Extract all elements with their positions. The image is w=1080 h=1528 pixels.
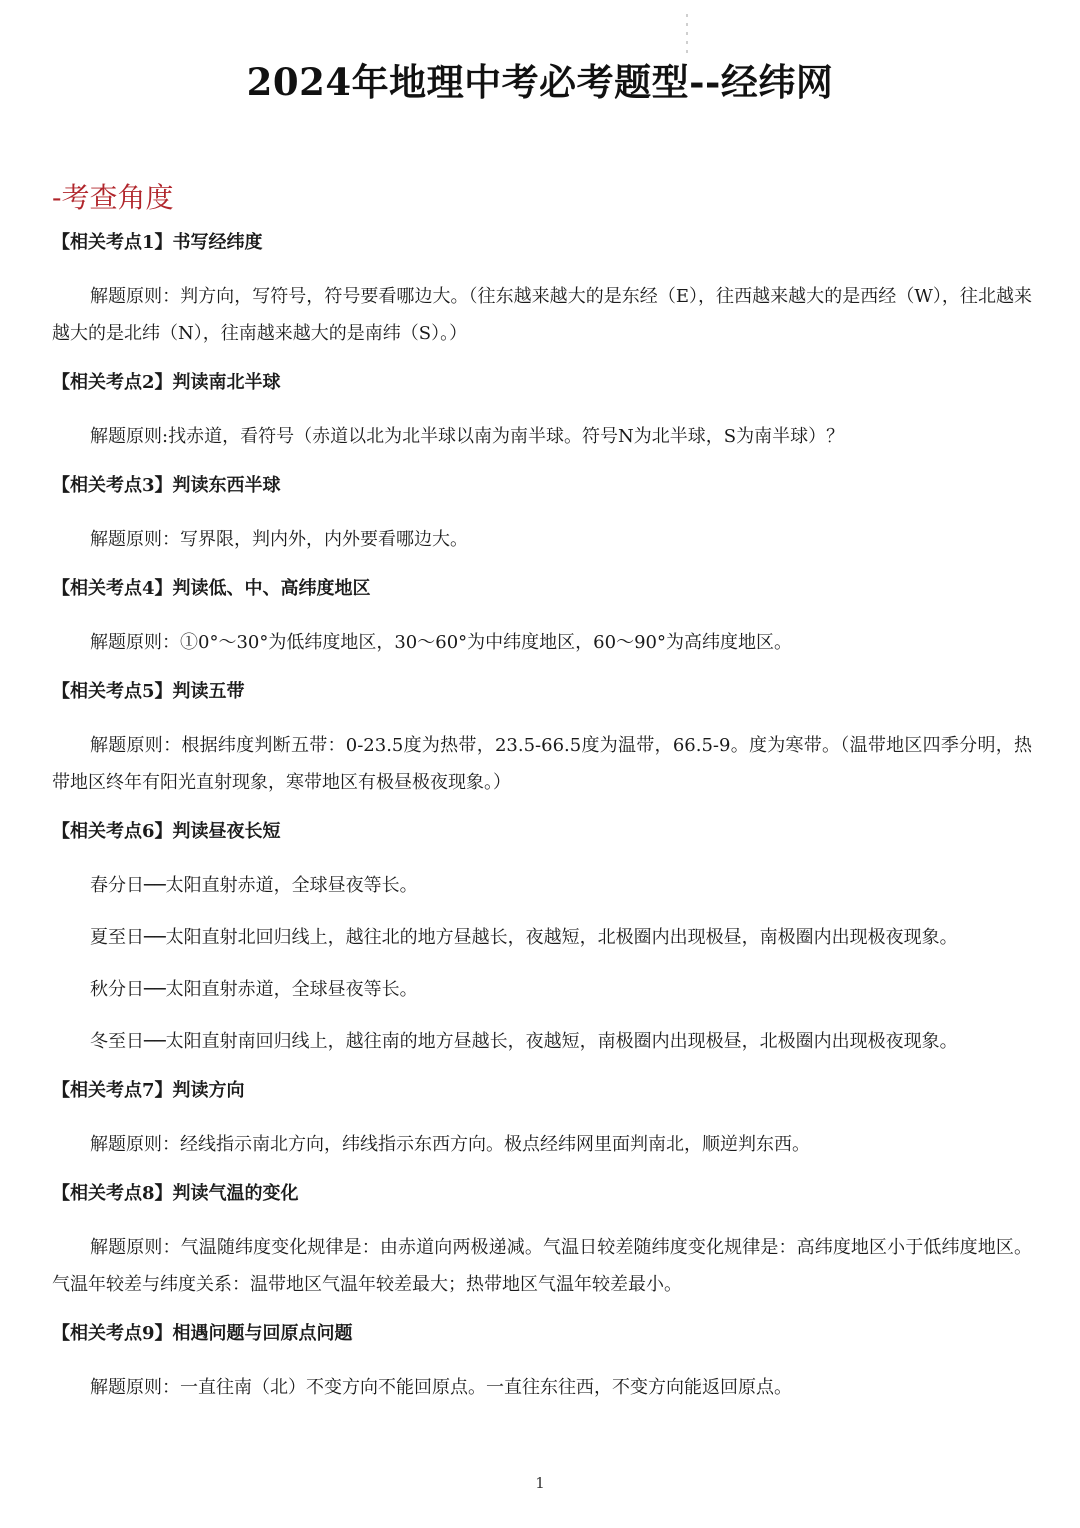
point-3 <box>52 470 1032 558</box>
point-2 <box>52 367 1032 455</box>
point-7 <box>52 1075 1032 1163</box>
point-heading: 【相关考点6】判读昼夜长短 <box>52 821 281 842</box>
point-4 <box>52 573 1032 661</box>
paragraph: 解题原则:找赤道，看符号（赤道以北为北半球以南为南半球。符号N为北半球，S为南半球）？ <box>90 426 845 447</box>
scan-mark <box>686 14 688 54</box>
point-heading: 【相关考点3】判读东西半球 <box>52 475 281 496</box>
section-heading: -考查角度 <box>52 181 174 214</box>
point-6 <box>52 816 1032 1060</box>
point-heading: 【相关考点1】书写经纬度 <box>52 232 263 253</box>
paragraph: 夏至日──太阳直射北回归线上，越往北的地方昼越长，夜越短，北极圈内出现极昼，南极圈内出现极夜现象。 <box>90 927 958 948</box>
page-number: 1 <box>535 1474 545 1492</box>
paragraph: 解题原则：判方向，写符号，符号要看哪边大。（往东越来越大的是东经（E），往西越来越大的是西经（W），往北越来越大的是北纬（N），往南越来越大的是南纬（S）。） <box>52 286 1032 344</box>
point-heading: 【相关考点8】判读气温的变化 <box>52 1183 299 1204</box>
document-title: 2024年地理中考必考题型--经纬网 <box>246 60 834 104</box>
point-heading: 【相关考点9】相遇问题与回原点问题 <box>52 1323 353 1344</box>
paragraph: 冬至日──太阳直射南回归线上，越往南的地方昼越长，夜越短，南极圈内出现极昼，北极圈内出现极夜现象。 <box>90 1031 958 1052</box>
point-1 <box>52 227 1032 352</box>
paragraph: 解题原则：气温随纬度变化规律是：由赤道向两极递减。气温日较差随纬度变化规律是：高纬度地区小于低纬度地区。气温年较差与纬度关系：温带地区气温年较差最大；热带地区气温年较差最小。 <box>52 1237 1032 1295</box>
point-5 <box>52 676 1032 801</box>
paragraph: 秋分日──太阳直射赤道，全球昼夜等长。 <box>90 979 418 1000</box>
paragraph: 解题原则：①0°～30°为低纬度地区，30～60°为中纬度地区，60～90°为高纬度地区。 <box>90 632 792 653</box>
content-body <box>52 227 1032 1421</box>
paragraph: 解题原则：写界限，判内外，内外要看哪边大。 <box>90 529 468 550</box>
paragraph: 解题原则：根据纬度判断五带：0-23.5度为热带，23.5-66.5度为温带，66.5-9。度为寒带。（温带地区四季分明，热带地区终年有阳光直射现象，寒带地区有极昼极夜现象。） <box>52 735 1032 793</box>
point-8 <box>52 1178 1032 1303</box>
point-heading: 【相关考点5】判读五带 <box>52 681 245 702</box>
paragraph: 解题原则：经线指示南北方向，纬线指示东西方向。极点经纬网里面判南北，顺逆判东西。 <box>90 1134 810 1155</box>
point-heading: 【相关考点7】判读方向 <box>52 1080 245 1101</box>
paragraph: 解题原则：一直往南（北）不变方向不能回原点。一直往东往西，不变方向能返回原点。 <box>90 1377 792 1398</box>
point-heading: 【相关考点2】判读南北半球 <box>52 372 281 393</box>
point-9 <box>52 1318 1032 1406</box>
paragraph: 春分日──太阳直射赤道，全球昼夜等长。 <box>90 875 418 896</box>
point-heading: 【相关考点4】判读低、中、高纬度地区 <box>52 578 371 599</box>
